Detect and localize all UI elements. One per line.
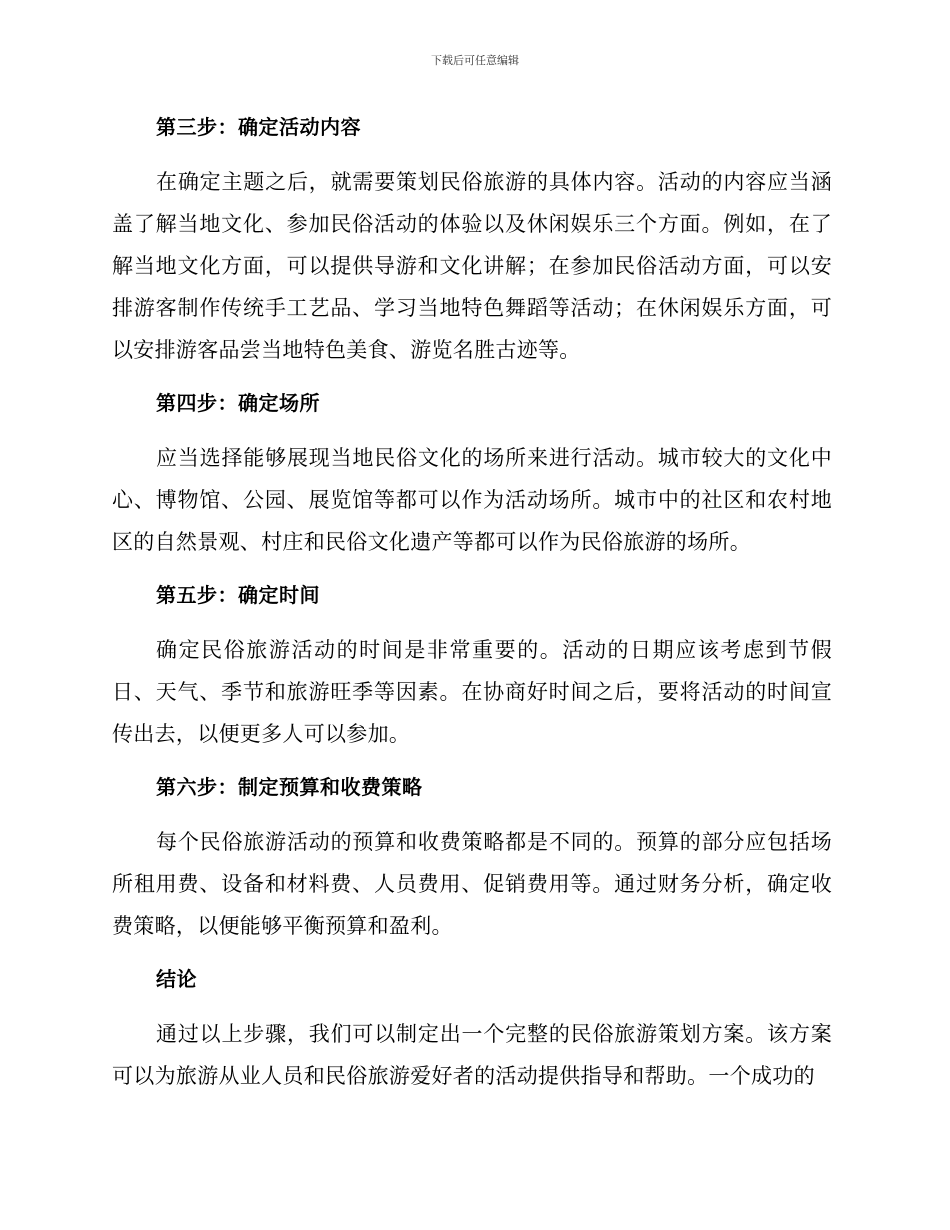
section-paragraph-step-4: 应当选择能够展现当地民俗文化的场所来进行活动。城市较大的文化中心、博物馆、公园、展览馆等都可以作为活动场所。城市中的社区和农村地区的自然景观、村庄和民俗文化遗产等都可以作为民俗旅游的场所。 — [112, 446, 832, 554]
section-paragraph-step-5: 确定民俗旅游活动的时间是非常重要的。活动的日期应该考虑到节假日、天气、季节和旅游旺季等因素。在协商好时间之后，要将活动的时间宣传出去，以便更多人可以参加。 — [112, 638, 832, 746]
section-paragraph-step-3: 在确定主题之后，就需要策划民俗旅游的具体内容。活动的内容应当涵盖了解当地文化、参加民俗活动的体验以及休闲娱乐三个方面。例如，在了解当地文化方面，可以提供导游和文化讲解；在参加民俗活动方面，可以安排游客制作传统手工艺品、学习当地特色舞蹈等活动；在休闲娱乐方面，可以安排游客品尝当地特色美食、游览名胜古迹等。 — [112, 170, 832, 362]
document-body — [112, 104, 832, 1106]
section-heading-step-6: 第六步：制定预算和收费策略 — [156, 775, 423, 799]
section-heading-conclusion: 结论 — [156, 967, 197, 991]
section-paragraph-step-6: 每个民俗旅游活动的预算和收费策略都是不同的。预算的部分应包括场所租用费、设备和材料费、人员费用、促销费用等。通过财务分析，确定收费策略，以便能够平衡预算和盈利。 — [112, 830, 832, 938]
section-paragraph-conclusion: 通过以上步骤，我们可以制定出一个完整的民俗旅游策划方案。该方案可以为旅游从业人员和民俗旅游爱好者的活动提供指导和帮助。一个成功的 — [112, 1022, 832, 1088]
section-heading-step-5: 第五步：确定时间 — [156, 583, 320, 607]
section-heading-step-4: 第四步：确定场所 — [156, 391, 320, 415]
section-heading-step-3: 第三步：确定活动内容 — [156, 115, 361, 139]
header-note: 下载后可任意编辑 — [431, 54, 519, 67]
